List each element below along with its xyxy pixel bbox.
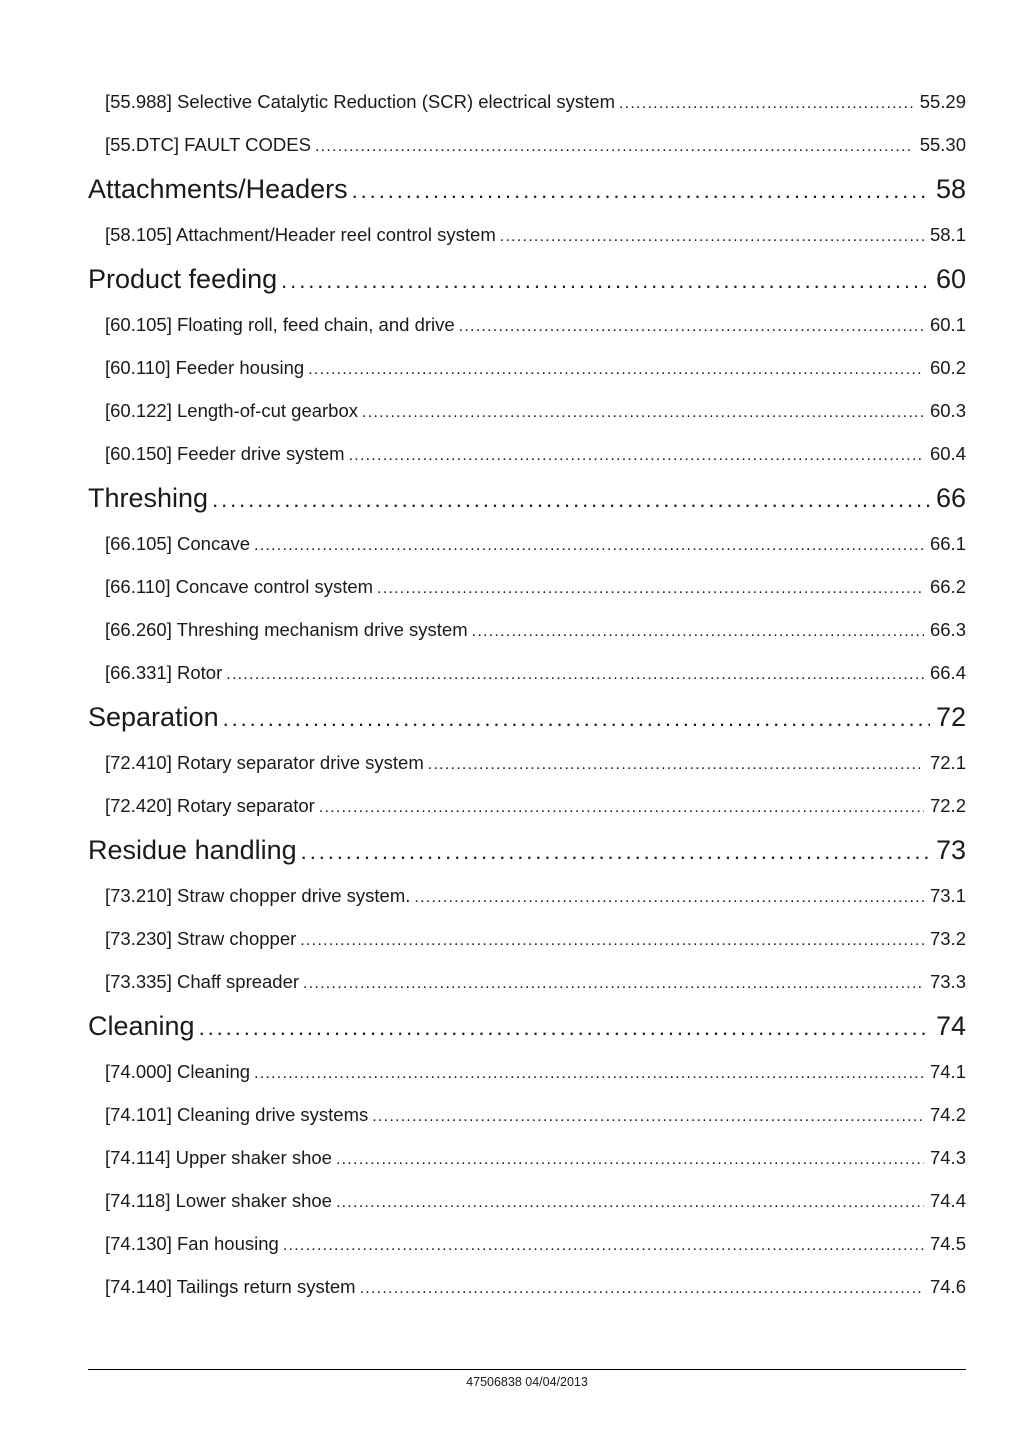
toc-page-number: 74.3 [929, 1147, 966, 1168]
toc-page-number: 73.2 [929, 928, 966, 949]
dot-leader [336, 1138, 924, 1181]
dot-leader [360, 1267, 924, 1310]
toc-entry[interactable] [88, 960, 966, 1003]
toc-page-number: 73 [935, 835, 966, 865]
dot-leader [414, 876, 924, 919]
toc-entry[interactable] [88, 1179, 966, 1222]
dot-leader [377, 567, 924, 610]
toc-page-number: 60 [935, 264, 966, 294]
toc-page-number: 72.2 [929, 795, 966, 816]
dot-leader [300, 919, 924, 962]
toc-page-number: 74.1 [929, 1061, 966, 1082]
toc-entry[interactable] [88, 522, 966, 565]
toc-section-heading[interactable] [88, 827, 966, 874]
toc-section-title: Cleaning [88, 1011, 195, 1041]
toc-page-number: 58.1 [929, 224, 966, 245]
toc-entry-title: [60.105] Floating roll, feed chain, and drive [105, 314, 455, 335]
toc-entry[interactable] [88, 917, 966, 960]
toc-section-heading[interactable] [88, 166, 966, 213]
toc-section-title: Residue handling [88, 835, 297, 865]
toc-entry[interactable] [88, 1093, 966, 1136]
toc-page-number: 66.3 [929, 619, 966, 640]
dot-leader [472, 610, 924, 653]
toc-page-number: 72.1 [929, 752, 966, 773]
toc-page-number: 60.4 [929, 443, 966, 464]
toc-entry[interactable] [88, 1136, 966, 1179]
dot-leader [303, 962, 924, 1005]
toc-entry[interactable] [88, 432, 966, 475]
toc-entry-title: [55.DTC] FAULT CODES [105, 134, 311, 155]
toc-page-number: 66.2 [929, 576, 966, 597]
toc-entry[interactable] [88, 1265, 966, 1308]
toc-page-number: 74.6 [929, 1276, 966, 1297]
toc-entry[interactable] [88, 1050, 966, 1093]
toc-entry[interactable] [88, 303, 966, 346]
dot-leader [254, 1052, 924, 1095]
toc-entry-title: [58.105] Attachment/Header reel control system [105, 224, 496, 245]
toc-page-number: 55.29 [919, 91, 966, 112]
dot-leader [349, 434, 924, 477]
toc-page-number: 58 [935, 174, 966, 204]
toc-entry-title: [60.150] Feeder drive system [105, 443, 345, 464]
toc-page-number: 74 [935, 1011, 966, 1041]
dot-leader [308, 348, 924, 391]
dot-leader [372, 1095, 924, 1138]
dot-leader [226, 653, 924, 696]
toc-section-title: Product feeding [88, 264, 278, 294]
toc-section-heading[interactable] [88, 256, 966, 303]
toc-entry-title: [66.331] Rotor [105, 662, 223, 683]
toc-entry-title: [66.105] Concave [105, 533, 251, 554]
toc-entry-title: [72.420] Rotary separator [105, 795, 315, 816]
toc-entry[interactable] [88, 741, 966, 784]
dot-leader [428, 743, 924, 786]
dot-leader [362, 391, 924, 434]
toc-entry-title: [55.988] Selective Catalytic Reduction (SCR) electrical system [105, 91, 615, 112]
toc-entry[interactable] [88, 80, 966, 123]
footer-document-code: 47506838 04/04/2013 [466, 1375, 588, 1389]
toc-page-number: 66.4 [929, 662, 966, 683]
toc-section-title: Threshing [88, 483, 209, 513]
dot-leader [459, 305, 924, 348]
toc-entry-title: [74.000] Cleaning [105, 1061, 251, 1082]
toc-entry-title: [74.114] Upper shaker shoe [105, 1147, 332, 1168]
toc-section-title: Attachments/Headers [88, 174, 348, 204]
toc-entry[interactable] [88, 123, 966, 166]
toc-entry-title: [73.335] Chaff spreader [105, 971, 300, 992]
dot-leader [212, 476, 930, 523]
toc-entry[interactable] [88, 651, 966, 694]
dot-leader [352, 167, 930, 214]
dot-leader [301, 828, 930, 875]
toc-entry-title: [66.260] Threshing mechanism drive system [105, 619, 468, 640]
toc-entry-title: [73.230] Straw chopper [105, 928, 297, 949]
toc-section-heading[interactable] [88, 1003, 966, 1050]
toc-entry[interactable] [88, 1222, 966, 1265]
toc-page-number: 72 [935, 702, 966, 732]
dot-leader [336, 1181, 924, 1224]
dot-leader [223, 695, 930, 742]
toc-page-number: 74.4 [929, 1190, 966, 1211]
toc-entry-title: [74.101] Cleaning drive systems [105, 1104, 369, 1125]
dot-leader [319, 786, 924, 829]
dot-leader [199, 1004, 930, 1051]
dot-leader [315, 125, 914, 168]
dot-leader [500, 215, 924, 258]
toc-section-heading[interactable] [88, 694, 966, 741]
toc-entry-title: [60.122] Length-of-cut gearbox [105, 400, 359, 421]
toc-page-number: 73.3 [929, 971, 966, 992]
dot-leader [619, 82, 914, 125]
toc-page-number: 55.30 [919, 134, 966, 155]
toc-entry[interactable] [88, 565, 966, 608]
toc-entry-title: [74.130] Fan housing [105, 1233, 279, 1254]
dot-leader [254, 524, 924, 567]
toc-entry-title: [74.118] Lower shaker shoe [105, 1190, 332, 1211]
toc-page-number: 73.1 [929, 885, 966, 906]
toc-entry-title: [74.140] Tailings return system [105, 1276, 356, 1297]
toc-page-number: 66.1 [929, 533, 966, 554]
toc-page-number: 74.2 [929, 1104, 966, 1125]
toc-page-number: 60.2 [929, 357, 966, 378]
toc-entry-title: [73.210] Straw chopper drive system. [105, 885, 411, 906]
toc-entry[interactable] [88, 346, 966, 389]
toc-entry[interactable] [88, 784, 966, 827]
dot-leader [281, 257, 930, 304]
toc-page-number: 60.1 [929, 314, 966, 335]
dot-leader [283, 1224, 924, 1267]
footer-divider [88, 1369, 966, 1370]
toc-section-heading[interactable] [88, 475, 966, 522]
toc-section-title: Separation [88, 702, 219, 732]
toc-entry-title: [60.110] Feeder housing [105, 357, 305, 378]
table-of-contents [88, 80, 966, 1308]
toc-entry-title: [72.410] Rotary separator drive system [105, 752, 424, 773]
toc-entry[interactable] [88, 213, 966, 256]
toc-page-number: 74.5 [929, 1233, 966, 1254]
toc-entry[interactable] [88, 389, 966, 432]
toc-entry[interactable] [88, 608, 966, 651]
toc-entry-title: [66.110] Concave control system [105, 576, 374, 597]
toc-entry[interactable] [88, 874, 966, 917]
toc-page-number: 60.3 [929, 400, 966, 421]
toc-page-number: 66 [935, 483, 966, 513]
